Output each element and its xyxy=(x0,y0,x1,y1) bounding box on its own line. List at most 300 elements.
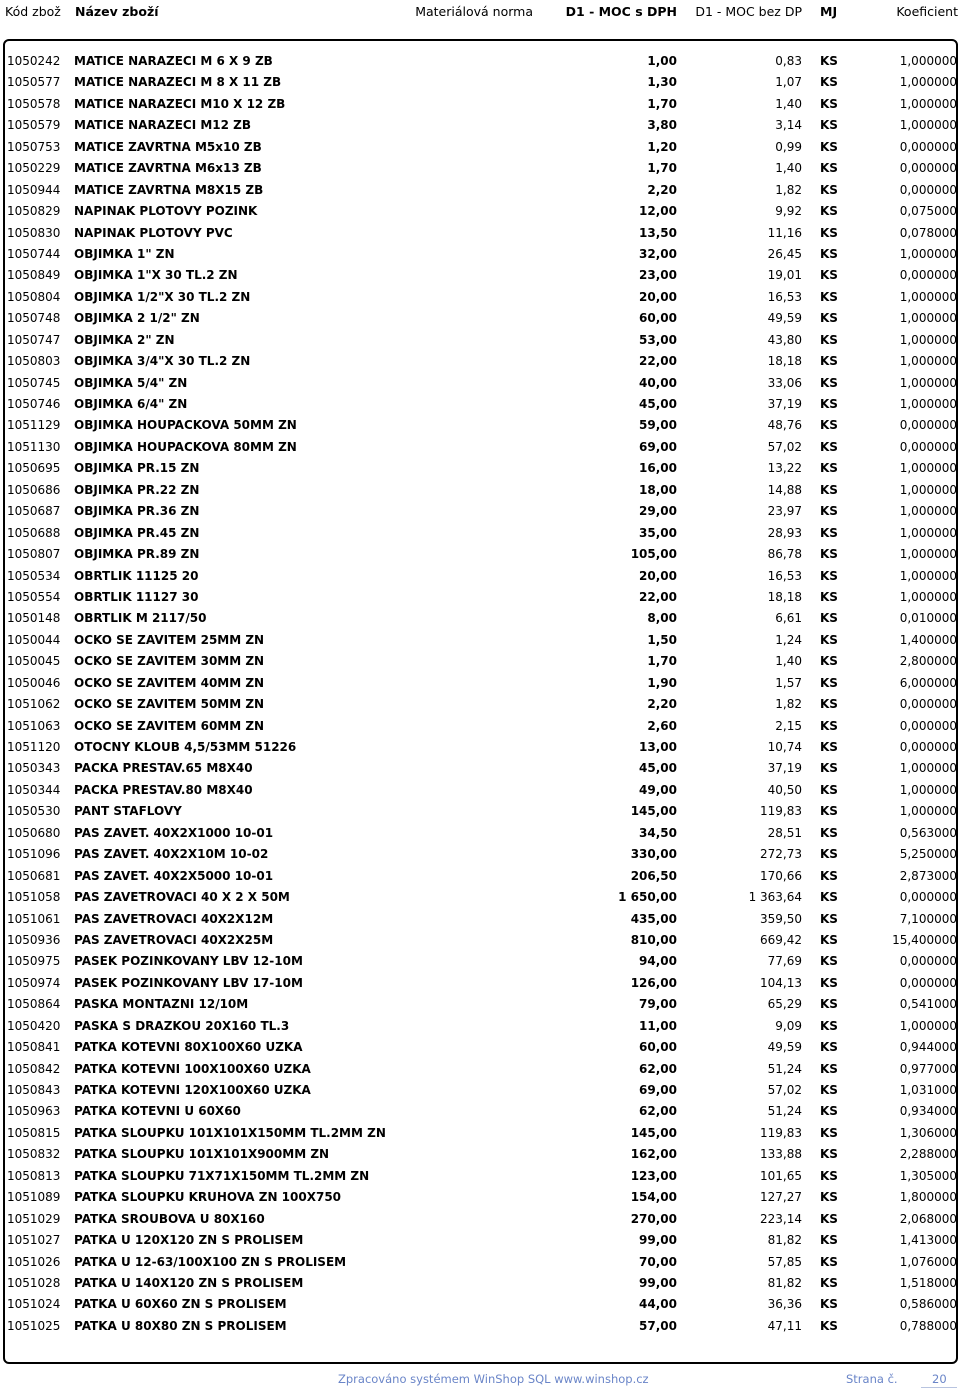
cell-d1-bez-dph: 0,99 xyxy=(775,139,802,154)
cell-kod: 1050045 xyxy=(7,654,61,669)
cell-nazev: MATICE NARAZECI M12 ZB xyxy=(74,118,251,133)
cell-d1-s-dph: 94,00 xyxy=(639,954,677,969)
cell-d1-s-dph: 2,60 xyxy=(647,718,677,733)
cell-d1-bez-dph: 16,53 xyxy=(767,289,802,304)
cell-mj: KS xyxy=(820,718,838,733)
cell-mj: KS xyxy=(820,1297,838,1312)
header-nazev: Název zboží xyxy=(75,4,159,19)
table-row xyxy=(0,180,960,201)
cell-d1-s-dph: 99,00 xyxy=(639,1275,677,1290)
cell-koeficient: 1,000000 xyxy=(899,289,957,304)
cell-kod: 1050747 xyxy=(7,332,61,347)
cell-kod: 1050579 xyxy=(7,118,61,133)
cell-koeficient: 1,000000 xyxy=(899,1018,957,1033)
cell-d1-bez-dph: 1,40 xyxy=(775,654,802,669)
cell-d1-bez-dph: 57,85 xyxy=(767,1254,802,1269)
cell-d1-s-dph: 12,00 xyxy=(639,204,677,219)
cell-d1-bez-dph: 16,53 xyxy=(767,568,802,583)
table-row xyxy=(0,1230,960,1251)
cell-d1-bez-dph: 1 363,64 xyxy=(748,890,802,905)
cell-kod: 1050554 xyxy=(7,589,61,604)
cell-d1-s-dph: 70,00 xyxy=(639,1254,677,1269)
cell-nazev: MATICE NARAZECI M 8 X 11 ZB xyxy=(74,75,282,90)
cell-d1-bez-dph: 19,01 xyxy=(767,268,802,283)
footer-underline xyxy=(921,1387,957,1388)
cell-koeficient: 0,078000 xyxy=(899,225,957,240)
cell-koeficient: 0,000000 xyxy=(899,161,957,176)
cell-koeficient: 1,000000 xyxy=(899,504,957,519)
page-footer xyxy=(0,1372,960,1388)
cell-mj: KS xyxy=(820,354,838,369)
cell-mj: KS xyxy=(820,761,838,776)
cell-d1-bez-dph: 1,82 xyxy=(775,182,802,197)
cell-d1-s-dph: 810,00 xyxy=(630,932,677,947)
cell-nazev: PATKA U 12-63/100X100 ZN S PROLISEM xyxy=(74,1254,347,1269)
cell-mj: KS xyxy=(820,1318,838,1333)
cell-koeficient: 1,000000 xyxy=(899,332,957,347)
cell-d1-bez-dph: 18,18 xyxy=(767,354,802,369)
cell-d1-s-dph: 1,90 xyxy=(647,675,677,690)
cell-d1-bez-dph: 81,82 xyxy=(767,1275,802,1290)
cell-nazev: OBJIMKA 1"X 30 TL.2 ZN xyxy=(74,268,238,283)
cell-nazev: NAPINAK PLOTOVY POZINK xyxy=(74,204,258,219)
cell-mj: KS xyxy=(820,246,838,261)
cell-d1-bez-dph: 119,83 xyxy=(760,804,802,819)
cell-d1-bez-dph: 28,93 xyxy=(767,525,802,540)
cell-d1-s-dph: 45,00 xyxy=(639,761,677,776)
header-norma: Materiálová norma xyxy=(415,4,533,19)
table-row xyxy=(0,737,960,758)
table-row xyxy=(0,909,960,930)
table-row xyxy=(0,758,960,779)
cell-kod: 1050688 xyxy=(7,525,61,540)
table-row xyxy=(0,458,960,479)
cell-koeficient: 1,400000 xyxy=(899,632,957,647)
cell-koeficient: 0,000000 xyxy=(899,740,957,754)
cell-d1-s-dph: 1,70 xyxy=(647,654,677,669)
cell-d1-s-dph: 1,30 xyxy=(647,75,677,90)
cell-mj: KS xyxy=(820,525,838,540)
cell-koeficient: 7,100000 xyxy=(899,911,957,926)
cell-d1-bez-dph: 3,14 xyxy=(775,118,802,133)
cell-kod: 1050744 xyxy=(7,246,61,261)
cell-koeficient: 15,400000 xyxy=(892,932,957,947)
table-row xyxy=(0,630,960,651)
cell-d1-s-dph: 45,00 xyxy=(639,397,677,411)
cell-nazev: PASKA S DRAZKOU 20X160 TL.3 xyxy=(74,1018,290,1033)
table-row xyxy=(0,673,960,694)
cell-nazev: PATKA U 60X60 ZN S PROLISEM xyxy=(74,1297,287,1312)
table-row xyxy=(0,223,960,244)
cell-nazev: OBJIMKA 1" ZN xyxy=(74,246,175,261)
cell-koeficient: 0,000000 xyxy=(899,954,957,969)
cell-d1-bez-dph: 49,59 xyxy=(767,311,802,326)
cell-kod: 1051120 xyxy=(7,740,61,754)
cell-mj: KS xyxy=(820,1083,838,1097)
cell-d1-s-dph: 3,80 xyxy=(647,118,677,133)
cell-koeficient: 1,000000 xyxy=(899,525,957,540)
cell-mj: KS xyxy=(820,225,838,240)
cell-nazev: OBJIMKA 2" ZN xyxy=(74,332,175,347)
table-row xyxy=(0,1316,960,1337)
cell-kod: 1051029 xyxy=(7,1211,61,1226)
table-row xyxy=(0,373,960,394)
cell-d1-s-dph: 22,00 xyxy=(639,589,677,604)
cell-kod: 1050843 xyxy=(7,1083,61,1097)
cell-mj: KS xyxy=(820,1168,838,1183)
cell-kod: 1050748 xyxy=(7,311,61,326)
cell-d1-s-dph: 162,00 xyxy=(630,1147,677,1162)
table-row xyxy=(0,201,960,222)
cell-d1-bez-dph: 133,88 xyxy=(760,1147,802,1162)
cell-koeficient: 1,000000 xyxy=(899,482,957,497)
table-row xyxy=(0,951,960,972)
header-d1-bez-dph: D1 - MOC bez DP xyxy=(695,4,802,19)
table-row xyxy=(0,1187,960,1208)
cell-koeficient: 1,000000 xyxy=(899,96,957,111)
cell-koeficient: 2,800000 xyxy=(899,654,957,669)
cell-kod: 1050680 xyxy=(7,825,61,840)
cell-koeficient: 1,306000 xyxy=(899,1125,957,1140)
cell-kod: 1050343 xyxy=(7,761,61,776)
cell-d1-bez-dph: 170,66 xyxy=(760,868,802,883)
cell-nazev: OBRTLIK 11127 30 xyxy=(74,589,199,604)
cell-d1-s-dph: 2,20 xyxy=(647,697,677,712)
cell-nazev: PATKA KOTEVNI 80X100X60 UZKA xyxy=(74,1040,303,1055)
cell-kod: 1051130 xyxy=(7,439,61,454)
table-row xyxy=(0,244,960,265)
cell-mj: KS xyxy=(820,182,838,197)
cell-kod: 1051024 xyxy=(7,1297,61,1312)
cell-kod: 1050807 xyxy=(7,547,61,562)
table-row xyxy=(0,930,960,951)
cell-d1-bez-dph: 2,15 xyxy=(775,718,802,733)
cell-nazev: OBRTLIK 11125 20 xyxy=(74,568,199,583)
cell-kod: 1051061 xyxy=(7,911,61,926)
cell-koeficient: 1,000000 xyxy=(899,354,957,369)
cell-d1-s-dph: 154,00 xyxy=(630,1190,677,1205)
cell-nazev: PANT STAFLOVY xyxy=(74,804,182,819)
cell-kod: 1051058 xyxy=(7,890,61,905)
cell-koeficient: 1,000000 xyxy=(899,568,957,583)
cell-kod: 1050944 xyxy=(7,182,61,197)
cell-koeficient: 0,000000 xyxy=(899,890,957,905)
table-row xyxy=(0,287,960,308)
cell-mj: KS xyxy=(820,890,838,905)
table-row xyxy=(0,587,960,608)
cell-nazev: PACKA PRESTAV.65 M8X40 xyxy=(74,761,253,776)
cell-kod: 1051096 xyxy=(7,847,61,862)
table-row xyxy=(0,72,960,93)
cell-d1-s-dph: 23,00 xyxy=(639,268,677,283)
table-row xyxy=(0,137,960,158)
table-row xyxy=(0,523,960,544)
cell-nazev: PATKA SLOUPKU 101X101X900MM ZN xyxy=(74,1147,330,1162)
cell-d1-bez-dph: 10,74 xyxy=(767,740,802,754)
cell-koeficient: 1,000000 xyxy=(899,804,957,819)
cell-koeficient: 0,000000 xyxy=(899,268,957,283)
table-row xyxy=(0,330,960,351)
table-row xyxy=(0,716,960,737)
cell-d1-s-dph: 11,00 xyxy=(639,1018,677,1033)
table-row xyxy=(0,823,960,844)
cell-kod: 1050044 xyxy=(7,632,61,647)
cell-d1-s-dph: 29,00 xyxy=(639,504,677,519)
cell-mj: KS xyxy=(820,1233,838,1248)
table-row xyxy=(0,1166,960,1187)
footer-page-number: 20 xyxy=(932,1372,947,1386)
cell-d1-bez-dph: 104,13 xyxy=(760,975,802,990)
cell-mj: KS xyxy=(820,504,838,519)
cell-kod: 1050577 xyxy=(7,75,61,90)
cell-d1-s-dph: 145,00 xyxy=(630,1125,677,1140)
cell-d1-bez-dph: 47,11 xyxy=(767,1318,802,1333)
cell-mj: KS xyxy=(820,375,838,390)
table-row xyxy=(0,866,960,887)
cell-d1-bez-dph: 1,07 xyxy=(775,75,802,90)
cell-mj: KS xyxy=(820,997,838,1012)
cell-nazev: PATKA KOTEVNI U 60X60 xyxy=(74,1104,241,1119)
cell-d1-bez-dph: 81,82 xyxy=(767,1233,802,1248)
cell-nazev: PATKA KOTEVNI 100X100X60 UZKA xyxy=(74,1061,311,1076)
cell-d1-s-dph: 8,00 xyxy=(647,611,677,626)
cell-kod: 1050695 xyxy=(7,461,61,476)
cell-d1-bez-dph: 57,02 xyxy=(767,1083,802,1097)
cell-kod: 1051025 xyxy=(7,1318,61,1333)
cell-nazev: OBJIMKA 5/4" ZN xyxy=(74,375,188,390)
cell-d1-s-dph: 1,50 xyxy=(647,632,677,647)
cell-d1-s-dph: 44,00 xyxy=(639,1297,677,1312)
cell-d1-s-dph: 57,00 xyxy=(639,1318,677,1333)
table-row xyxy=(0,265,960,286)
cell-nazev: OBJIMKA HOUPACKOVA 50MM ZN xyxy=(74,418,297,433)
cell-kod: 1050046 xyxy=(7,675,61,690)
cell-koeficient: 1,000000 xyxy=(899,547,957,562)
cell-nazev: PACKA PRESTAV.80 M8X40 xyxy=(74,782,253,797)
cell-nazev: PASKA MONTAZNI 12/10M xyxy=(74,997,249,1012)
cell-nazev: MATICE ZAVRTNA M5x10 ZB xyxy=(74,139,262,154)
table-row xyxy=(0,1059,960,1080)
cell-koeficient: 0,000000 xyxy=(899,975,957,990)
cell-mj: KS xyxy=(820,740,838,754)
cell-mj: KS xyxy=(820,439,838,454)
cell-mj: KS xyxy=(820,932,838,947)
cell-mj: KS xyxy=(820,697,838,712)
cell-koeficient: 1,000000 xyxy=(899,397,957,411)
cell-d1-bez-dph: 65,29 xyxy=(767,997,802,1012)
cell-mj: KS xyxy=(820,332,838,347)
cell-mj: KS xyxy=(820,1061,838,1076)
cell-kod: 1051089 xyxy=(7,1190,61,1205)
cell-mj: KS xyxy=(820,611,838,626)
table-row xyxy=(0,994,960,1015)
cell-d1-bez-dph: 669,42 xyxy=(760,932,802,947)
cell-koeficient: 0,541000 xyxy=(899,997,957,1012)
cell-mj: KS xyxy=(820,675,838,690)
cell-mj: KS xyxy=(820,804,838,819)
cell-kod: 1050936 xyxy=(7,932,61,947)
cell-d1-s-dph: 59,00 xyxy=(639,418,677,433)
cell-koeficient: 1,000000 xyxy=(899,461,957,476)
cell-nazev: PAS ZAVET. 40X2X1000 10-01 xyxy=(74,825,274,840)
cell-d1-bez-dph: 18,18 xyxy=(767,589,802,604)
cell-kod: 1050578 xyxy=(7,96,61,111)
cell-d1-s-dph: 62,00 xyxy=(639,1104,677,1119)
cell-mj: KS xyxy=(820,825,838,840)
cell-koeficient: 0,075000 xyxy=(899,204,957,219)
cell-d1-s-dph: 2,20 xyxy=(647,182,677,197)
cell-koeficient: 1,000000 xyxy=(899,782,957,797)
cell-kod: 1051026 xyxy=(7,1254,61,1269)
cell-d1-s-dph: 126,00 xyxy=(630,975,677,990)
cell-kod: 1051129 xyxy=(7,418,61,433)
cell-nazev: MATICE ZAVRTNA M6x13 ZB xyxy=(74,161,262,176)
cell-d1-s-dph: 79,00 xyxy=(639,997,677,1012)
cell-d1-bez-dph: 77,69 xyxy=(767,954,802,969)
cell-d1-s-dph: 99,00 xyxy=(639,1233,677,1248)
cell-d1-bez-dph: 36,36 xyxy=(767,1297,802,1312)
cell-nazev: PAS ZAVET. 40X2X5000 10-01 xyxy=(74,868,274,883)
cell-mj: KS xyxy=(820,268,838,283)
table-row xyxy=(0,308,960,329)
cell-d1-s-dph: 13,50 xyxy=(639,225,677,240)
cell-mj: KS xyxy=(820,847,838,862)
cell-nazev: OBJIMKA PR.36 ZN xyxy=(74,504,200,519)
cell-mj: KS xyxy=(820,482,838,497)
cell-d1-bez-dph: 33,06 xyxy=(767,375,802,390)
cell-nazev: OBJIMKA 6/4" ZN xyxy=(74,397,188,411)
cell-kod: 1050420 xyxy=(7,1018,61,1033)
cell-koeficient: 0,788000 xyxy=(899,1318,957,1333)
cell-koeficient: 0,000000 xyxy=(899,139,957,154)
cell-kod: 1051027 xyxy=(7,1233,61,1248)
cell-nazev: PATKA SLOUPKU 71X71X150MM TL.2MM ZN xyxy=(74,1168,370,1183)
cell-nazev: MATICE NARAZECI M10 X 12 ZB xyxy=(74,96,286,111)
cell-nazev: OBJIMKA PR.89 ZN xyxy=(74,547,200,562)
cell-nazev: MATICE NARAZECI M 6 X 9 ZB xyxy=(74,54,273,68)
cell-koeficient: 0,977000 xyxy=(899,1061,957,1076)
cell-mj: KS xyxy=(820,96,838,111)
table-row xyxy=(0,1101,960,1122)
table-body xyxy=(0,51,960,1337)
cell-koeficient: 2,873000 xyxy=(899,868,957,883)
table-row xyxy=(0,1080,960,1101)
cell-d1-bez-dph: 9,92 xyxy=(775,204,802,219)
cell-kod: 1050804 xyxy=(7,289,61,304)
cell-nazev: OCKO SE ZAVITEM 40MM ZN xyxy=(74,675,265,690)
cell-kod: 1051028 xyxy=(7,1275,61,1290)
table-row xyxy=(0,501,960,522)
table-row xyxy=(0,51,960,72)
cell-d1-bez-dph: 51,24 xyxy=(767,1104,802,1119)
cell-kod: 1050841 xyxy=(7,1040,61,1055)
table-row xyxy=(0,844,960,865)
cell-kod: 1050745 xyxy=(7,375,61,390)
cell-mj: KS xyxy=(820,1275,838,1290)
cell-d1-s-dph: 18,00 xyxy=(639,482,677,497)
cell-nazev: OCKO SE ZAVITEM 30MM ZN xyxy=(74,654,265,669)
cell-kod: 1050842 xyxy=(7,1061,61,1076)
cell-mj: KS xyxy=(820,54,838,68)
cell-mj: KS xyxy=(820,1147,838,1162)
cell-koeficient: 1,031000 xyxy=(899,1083,957,1097)
cell-d1-s-dph: 105,00 xyxy=(630,547,677,562)
cell-d1-s-dph: 69,00 xyxy=(639,1083,677,1097)
cell-kod: 1050242 xyxy=(7,54,61,68)
cell-nazev: PAS ZAVETROVACI 40 X 2 X 50M xyxy=(74,890,290,905)
cell-koeficient: 1,413000 xyxy=(899,1233,957,1248)
cell-d1-s-dph: 35,00 xyxy=(639,525,677,540)
cell-kod: 1050803 xyxy=(7,354,61,369)
cell-nazev: PAS ZAVET. 40X2X10M 10-02 xyxy=(74,847,269,862)
cell-nazev: NAPINAK PLOTOVY PVC xyxy=(74,225,233,240)
cell-d1-bez-dph: 57,02 xyxy=(767,439,802,454)
table-row xyxy=(0,1273,960,1294)
cell-koeficient: 0,563000 xyxy=(899,825,957,840)
cell-kod: 1050753 xyxy=(7,139,61,154)
cell-d1-s-dph: 13,00 xyxy=(639,740,677,754)
cell-d1-bez-dph: 11,16 xyxy=(767,225,802,240)
cell-mj: KS xyxy=(820,654,838,669)
cell-nazev: OCKO SE ZAVITEM 50MM ZN xyxy=(74,697,265,712)
cell-koeficient: 1,000000 xyxy=(899,54,957,68)
cell-nazev: PAS ZAVETROVACI 40X2X25M xyxy=(74,932,274,947)
cell-koeficient: 1,000000 xyxy=(899,589,957,604)
table-row xyxy=(0,780,960,801)
cell-mj: KS xyxy=(820,118,838,133)
cell-koeficient: 6,000000 xyxy=(899,675,957,690)
cell-kod: 1050681 xyxy=(7,868,61,883)
cell-koeficient: 1,000000 xyxy=(899,75,957,90)
cell-d1-bez-dph: 28,51 xyxy=(767,825,802,840)
cell-d1-s-dph: 145,00 xyxy=(630,804,677,819)
cell-koeficient: 2,288000 xyxy=(899,1147,957,1162)
table-row xyxy=(0,394,960,415)
cell-kod: 1050849 xyxy=(7,268,61,283)
cell-d1-bez-dph: 51,24 xyxy=(767,1061,802,1076)
cell-mj: KS xyxy=(820,161,838,176)
cell-nazev: PASEK POZINKOVANY LBV 17-10M xyxy=(74,975,303,990)
footer-strana-label: Strana č. xyxy=(846,1372,898,1386)
cell-nazev: OBJIMKA HOUPACKOVA 80MM ZN xyxy=(74,439,297,454)
table-header xyxy=(0,0,960,26)
cell-nazev: OBJIMKA 3/4"X 30 TL.2 ZN xyxy=(74,354,251,369)
header-kod: Kód zbož xyxy=(5,4,61,19)
cell-d1-s-dph: 330,00 xyxy=(630,847,677,862)
cell-d1-s-dph: 53,00 xyxy=(639,332,677,347)
cell-nazev: MATICE ZAVRTNA M8X15 ZB xyxy=(74,182,264,197)
cell-d1-bez-dph: 26,45 xyxy=(767,246,802,261)
cell-kod: 1050530 xyxy=(7,804,61,819)
table-row xyxy=(0,1016,960,1037)
cell-koeficient: 1,076000 xyxy=(899,1254,957,1269)
header-mj: MJ xyxy=(820,4,838,19)
cell-koeficient: 1,000000 xyxy=(899,246,957,261)
cell-d1-bez-dph: 127,27 xyxy=(760,1190,802,1205)
cell-mj: KS xyxy=(820,1254,838,1269)
table-row xyxy=(0,566,960,587)
cell-d1-bez-dph: 48,76 xyxy=(767,418,802,433)
cell-nazev: PATKA U 80X80 ZN S PROLISEM xyxy=(74,1318,287,1333)
cell-nazev: PATKA U 120X120 ZN S PROLISEM xyxy=(74,1233,304,1248)
cell-koeficient: 1,518000 xyxy=(899,1275,957,1290)
table-row xyxy=(0,94,960,115)
cell-koeficient: 0,000000 xyxy=(899,697,957,712)
table-row xyxy=(0,973,960,994)
cell-koeficient: 5,250000 xyxy=(899,847,957,862)
cell-kod: 1050229 xyxy=(7,161,61,176)
cell-nazev: OBRTLIK M 2117/50 xyxy=(74,611,207,626)
